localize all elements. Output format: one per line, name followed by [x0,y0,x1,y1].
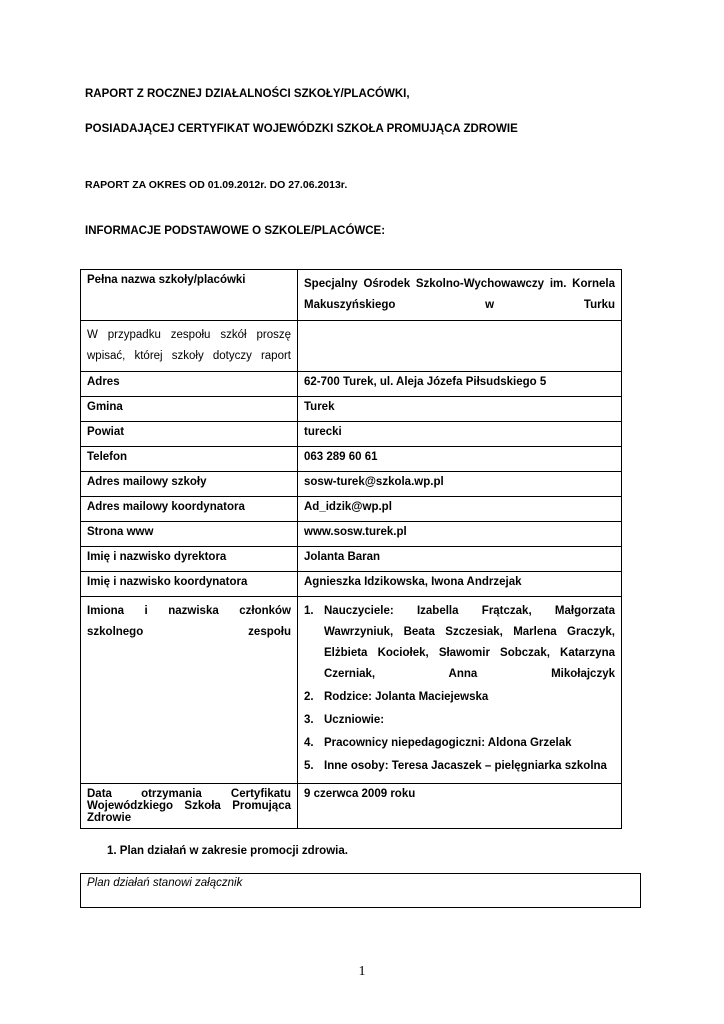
team-members-list [304,601,615,777]
list-item [304,601,615,685]
report-title-line2: POSIADAJĄCEJ CERTYFIKAT WOJEWÓDZKI SZKOŁA PROMUJĄCA ZDROWIE [85,123,518,135]
plan-heading: 1. Plan działań w zakresie promocji zdrowia. [107,845,348,857]
complex-value [298,321,622,372]
table-row [81,784,622,829]
school-email-label: Adres mailowy szkoły [81,472,298,497]
table-row [81,372,622,397]
powiat-label: Powiat [81,422,298,447]
report-period: RAPORT ZA OKRES OD 01.09.2012r. DO 27.06.2013r. [85,179,348,191]
coordinator-email-value: Ad_idzik@wp.pl [298,497,622,522]
phone-value: 063 289 60 61 [298,447,622,472]
address-label: Adres [81,372,298,397]
complex-label: W przypadku zespołu szkół proszę wpisać, której szkoły dotyczy raport [81,321,298,372]
list-number: 5. [304,760,314,772]
gmina-label: Gmina [81,397,298,422]
list-number: 1. [304,605,314,617]
director-value: Jolanta Baran [298,547,622,572]
team-members [298,597,622,784]
team-label: Imiona i nazwiska członków szkolnego zespołu [81,597,298,784]
table-row [81,270,622,321]
powiat-value: turecki [298,422,622,447]
website-value: www.sosw.turek.pl [298,522,622,547]
list-number: 4. [304,737,314,749]
school-email-value: sosw-turek@szkola.wp.pl [298,472,622,497]
director-label: Imię i nazwisko dyrektora [81,547,298,572]
list-item [304,733,615,754]
website-label: Strona www [81,522,298,547]
table-row [81,447,622,472]
coordinator-label: Imię i nazwisko koordynatora [81,572,298,597]
list-item [304,756,615,777]
table-row [81,321,622,372]
table-row [81,422,622,447]
table-row [81,397,622,422]
full-name-label: Pełna nazwa szkoły/placówki [81,270,298,321]
phone-label: Telefon [81,447,298,472]
list-number: 3. [304,714,314,726]
list-text: Uczniowie: [324,714,385,726]
list-text: Nauczyciele: Izabella Frątczak, Małgorzata Wawrzyniuk, Beata Szczesiak, Marlena Graczyk, Elżbieta Kociołek, Sławomir Sobczak, Katarzyna Czerniak, Anna Mikołajczyk [324,605,615,680]
section-title: INFORMACJE PODSTAWOWE O SZKOLE/PLACÓWCE: [85,225,386,237]
table-row [81,597,622,784]
school-info-table [80,269,622,829]
list-text: Inne osoby: Teresa Jacaszek – pielęgniarka szkolna [324,760,607,772]
coordinator-email-label: Adres mailowy koordynatora [81,497,298,522]
table-row [81,572,622,597]
list-text: Rodzice: Jolanta Maciejewska [324,691,489,703]
list-text: Pracownicy niepedagogiczni: Aldona Grzelak [324,737,572,749]
plan-box: Plan działań stanowi załącznik [80,873,641,908]
list-number: 2. [304,691,314,703]
full-name-value: Specjalny Ośrodek Szkolno-Wychowawczy im. Kornela Makuszyńskiego w Turku [298,270,622,321]
report-title-line1: RAPORT Z ROCZNEJ DZIAŁALNOŚCI SZKOŁY/PLACÓWKI, [85,88,410,100]
list-item [304,710,615,731]
coordinator-value: Agnieszka Idzikowska, Iwona Andrzejak [298,572,622,597]
gmina-value: Turek [298,397,622,422]
table-row [81,497,622,522]
page-number: 1 [358,964,366,979]
table-row [81,522,622,547]
table-row [81,472,622,497]
list-item [304,687,615,708]
table-row [81,547,622,572]
certificate-value: 9 czerwca 2009 roku [298,784,622,829]
address-value: 62-700 Turek, ul. Aleja Józefa Piłsudskiego 5 [298,372,622,397]
certificate-label: Data otrzymania Certyfikatu Wojewódzkiego Szkoła Promująca Zdrowie [81,784,298,829]
